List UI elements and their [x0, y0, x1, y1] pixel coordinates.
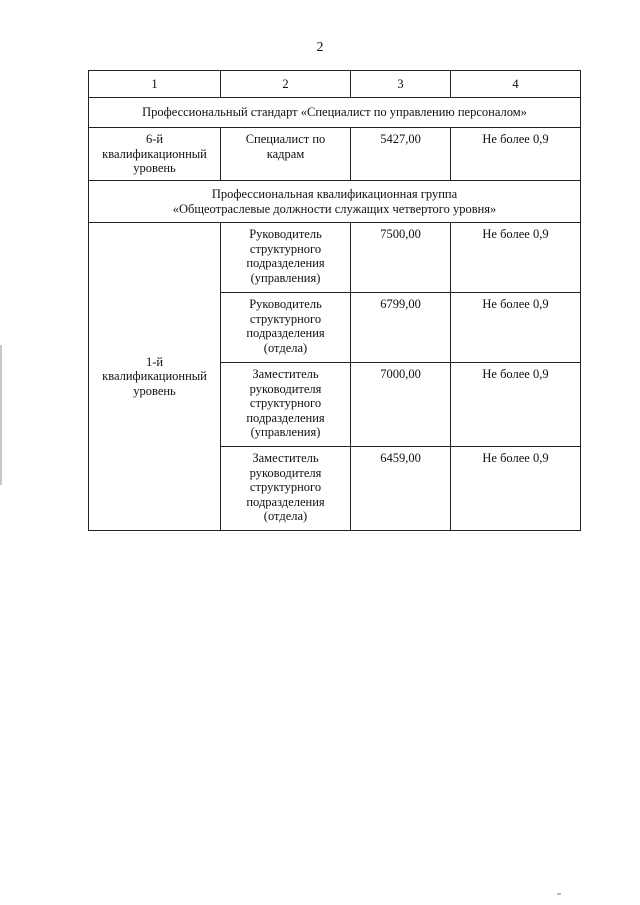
level-text: 6-й [145, 132, 164, 146]
qualification-level-cell [89, 223, 221, 531]
coefficient-cell: Не более 0,9 [451, 363, 581, 447]
page-number: 2 [316, 40, 324, 55]
level-text: уровень [133, 161, 176, 175]
position-text: руководителя [249, 381, 322, 396]
position-text: структурного [249, 241, 322, 256]
position-text: кадрам [266, 146, 305, 161]
coefficient-cell: Не более 0,9 [451, 447, 581, 531]
position-text: Руководитель [249, 297, 322, 311]
salary-cell: 6799,00 [351, 293, 451, 363]
position-text: структурного [249, 396, 322, 410]
position-text: (отдела) [263, 509, 308, 523]
professional-standard-cell: Профессиональный стандарт «Специалист по управлению персоналом» [89, 98, 581, 128]
position-cell [221, 223, 351, 293]
coefficient-cell: Не более 0,9 [451, 293, 581, 363]
group-subtitle: «Общеотраслевые должности служащих четвертого уровня» [172, 201, 497, 216]
position-text: руководителя [249, 465, 322, 480]
position-text: (управления) [250, 270, 321, 285]
group-row [89, 181, 581, 223]
position-text: подразделения [246, 256, 325, 270]
level-text: квалификационный [102, 369, 207, 384]
position-text: Заместитель [252, 451, 319, 465]
coefficient-cell: Не более 0,9 [451, 128, 581, 181]
position-text: подразделения [246, 326, 325, 340]
salary-cell: 7000,00 [351, 363, 451, 447]
scan-speck [557, 893, 561, 895]
position-text: подразделения [246, 494, 325, 509]
level-text: уровень [133, 383, 176, 398]
position-cell [221, 363, 351, 447]
salary-table [88, 70, 581, 531]
position-text: Специалист по [245, 132, 326, 146]
position-cell [221, 447, 351, 531]
position-cell [221, 128, 351, 181]
qualification-level-cell [89, 128, 221, 181]
standard-row [89, 98, 581, 128]
position-text: структурного [249, 480, 322, 494]
scan-edge-mark [0, 345, 2, 485]
level-text: 1-й [145, 354, 164, 369]
salary-cell: 7500,00 [351, 223, 451, 293]
level-text: квалификационный [102, 146, 207, 161]
position-text: (отдела) [263, 340, 308, 355]
position-text: (управления) [250, 425, 321, 439]
position-text: структурного [249, 311, 322, 326]
table-row [89, 223, 581, 293]
table-row [89, 128, 581, 181]
position-cell [221, 293, 351, 363]
salary-cell: 6459,00 [351, 447, 451, 531]
column-header: 4 [451, 71, 581, 98]
position-text: подразделения [246, 410, 325, 425]
coefficient-cell: Не более 0,9 [451, 223, 581, 293]
column-header: 2 [221, 71, 351, 98]
column-header: 1 [89, 71, 221, 98]
position-text: Заместитель [252, 367, 319, 381]
header-row [89, 71, 581, 98]
qualification-group-cell [89, 181, 581, 223]
group-title: Профессиональная квалификационная группа [211, 187, 458, 201]
column-header: 3 [351, 71, 451, 98]
position-text: Руководитель [249, 227, 322, 241]
salary-cell: 5427,00 [351, 128, 451, 181]
